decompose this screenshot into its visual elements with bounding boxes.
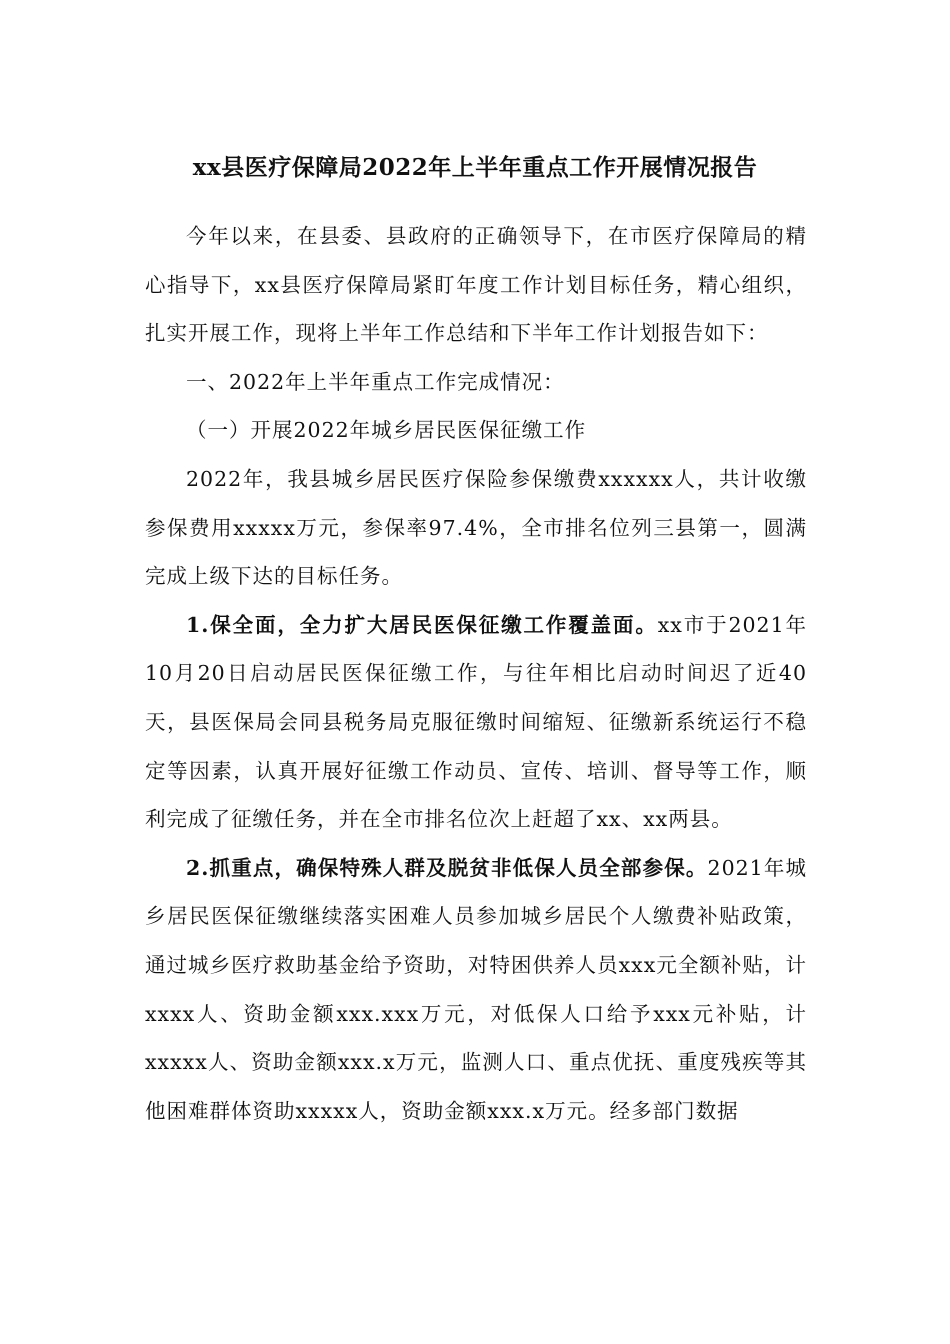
item-1-paragraph (145, 601, 807, 844)
document-body (145, 212, 807, 1135)
section-heading: 一、2022年上半年重点工作完成情况： (186, 369, 565, 394)
item-1-lead: 1.保全面，全力扩大居民医保征缴工作覆盖面。 (186, 612, 658, 637)
item-2-text: 2021年城乡居民医保征缴继续落实困难人员参加城乡居民个人缴费补贴政策，通过城乡医疗救助基金给予资助，对特困供养人员xxx元全额补贴，计xxxx人、资助金额xxx.xxx万元，对低保人口给予xxx元补贴，计xxxxx人、资助金额xxx.x万元，监测人口、重点优抚、重度残疾等其他困难群体资助xxxxx人，资助金额xxx.x万元。经多部门数据 (145, 855, 808, 1123)
intro-paragraph: 今年以来，在县委、县政府的正确领导下，在市医疗保障局的精心指导下，xx县医疗保障局紧盯年度工作计划目标任务，精心组织，扎实开展工作，现将上半年工作总结和下半年工作计划报告如下： (145, 224, 807, 346)
item-2-paragraph (145, 844, 807, 1136)
subsection-heading: （一）开展2022年城乡居民医保征缴工作 (186, 418, 587, 443)
subsection-paragraph: 2022年，我县城乡居民医疗保险参保缴费xxxxxx人，共计收缴参保费用xxxxx万元，参保率97.4%，全市排名位列三县第一，圆满完成上级下达的目标任务。 (145, 466, 807, 589)
item-2-lead: 2.抓重点，确保特殊人群及脱贫非低保人员全部参保。 (186, 855, 708, 880)
document-title: xx县医疗保障局2022年上半年重点工作开展情况报告 (192, 154, 758, 181)
item-1-text: xx市于2021年10月20日启动居民医保征缴工作，与往年相比启动时间迟了近40天，县医保局会同县税务局克服征缴时间缩短、征缴新系统运行不稳定等因素，认真开展好征缴工作动员、宣传、培训、督导等工作，顺利完成了征缴任务，并在全市排名位次上赶超了xx、xx两县。 (145, 612, 807, 832)
